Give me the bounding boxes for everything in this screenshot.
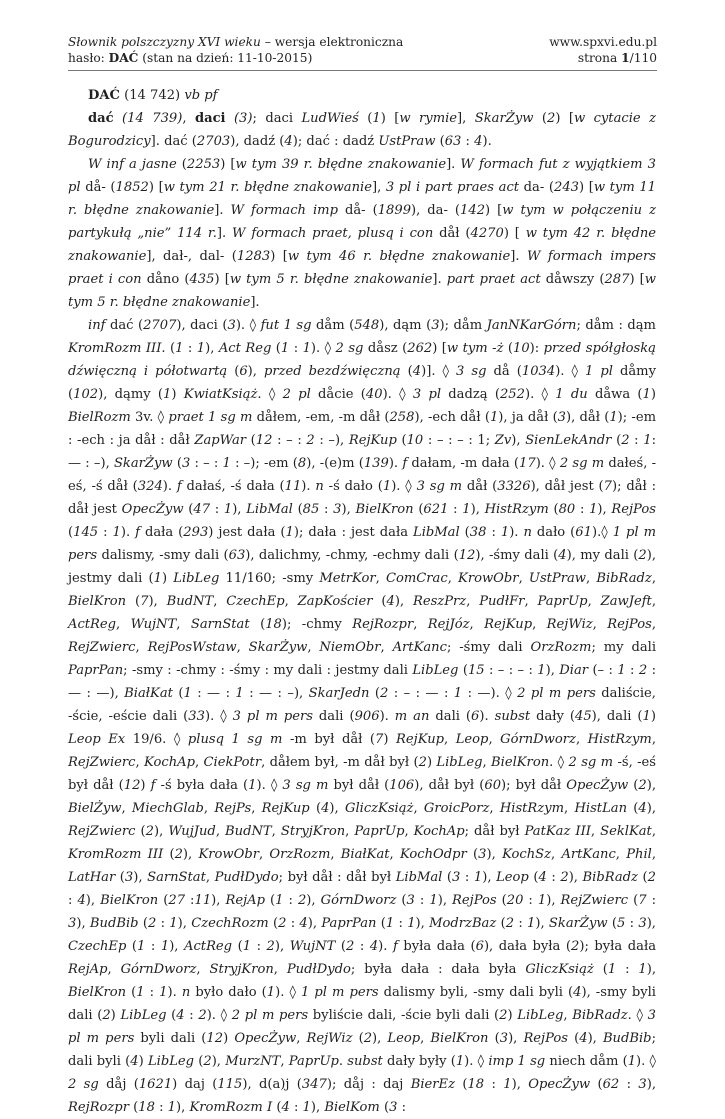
header-page-number: strona 1/110 — [577, 51, 657, 65]
page-header — [68, 34, 657, 66]
headword: DAĆ — [88, 88, 120, 103]
header-url[interactable]: www.spxvi.edu.pl — [549, 35, 657, 49]
entry-headline: DAĆ (14 742) vb pf — [88, 88, 218, 103]
entry-paragraph: dać (14 739), daci (3); daci LudWieś (1) [w rymie], SkarŻyw (2) [w cytacie z Bogurodzicy]. dać (2703), dadź (4); dać : dadź UstPraw (63 : 4). — [68, 111, 656, 149]
entry-paragraph: inf dać (2707), daci (3). ◊ fut 1 sg dåm (548), dąm (3); dåm JanNKarGórn; dåm : dąm KromRozm III. (1 : 1), Act Reg (1 : 1). ◊ 2 sg dåsz (262) [w tym -ż (10): przed spółgłoską dźwięczną i półotwartą (6), przed bezdźwięczną (4)]. ◊ 3 sg då (1034). ◊ 1 pl dåmy (102), dąmy (1) KwiatKsiąż. ◊ 2 pl dåcie (40). ◊ 3 pl dadzą (252). ◊ 1 du dåwa (1) BielRozm 3v. ◊ praet 1 sg m dåłem, -em, -m dåł (258), -ech dåł (1), ja dåł (3), dåł (1); -em : -ech : ja dåł : dåł ZapWar (12 : – : 2 : –), RejKup (10 : – : – : 1; Zv), SienLekAndr (2 : 1: — : –), SkarŻyw (3 : – : 1 : –); -em (8), -(e)m (139). f dałam, -m dała (17). ◊ 2 sg m dałeś, -eś, -ś dåł (324). f dałaś, -ś dała (11). n -ś dało (1). ◊ 3 sg m dåł (3326), dåł jest (7); dåł : dåł jest OpecŻyw (47 : 1), LibMal (85 : 3), BielKron (621 : 1), HistRzym (80 : 1), RejPos (145 : 1). f dała (293) jest dała (1); dała : jest dała LibMal (38 : 1). n dało (61).◊ 1 pl m pers dalismy, -smy dali (63), dalichmy, -chmy, -echmy dali (12), -śmy dali (4), my dali (2), jestmy dali (1) LibLeg 11/160; -smy MetrKor, ComCrac, KrowObr, UstPraw, BibRadz, BielKron (7), BudNT, CzechEp, ZapKościer (4), ReszPrz, PudłFr, PaprUp, ZawJeft, ActReg, WujNT, SarnStat (18); -chmy RejRozpr, RejJóz, RejKup, RejWiz, RejPos, RejZwierc, RejPosWstaw, SkarŻyw, NiemObr, ArtKanc; -śmy dali OrzRozm; my dali PaprPan; -smy : -chmy : -śmy : my dali : jestmy dali LibLeg (15 : – : – : 1), Diar (– : 1 : 2 : — : —), BiałKat (1 : — : 1 : — : –), SkarJedn (2 : – : — : 1 : —). ◊ 2 pl m pers daliście, -ście, -eście dali (33). ◊ 3 pl m pers dali (906). m an dali (6). subst dały (45), dali (1) Leop Ex 19/6. ◊ plusq 1 sg m -m był dåł (7) RejKup, Leop, GórnDworz, HistRzym, RejZwierc, KochAp, CiekPotr, dåłem był, -m dåł był (2) LibLeg, BielKron. ◊ 2 sg m -ś, -eś był dåł (12) f -ś była dała (1). ◊ 3 sg m był dåł (106), dåł był (60); był dåł OpecŻyw (2), BielŻyw, MiechGlab, RejPs, RejKup (4), GliczKsiąż, GroicPorz, HistRzym, HistLan (4), RejZwierc (2), WujJud, BudNT, StryjKron, PaprUp, KochAp; dåł był PatKaz III, SeklKat, KromRozm III (2), KrowObr, OrzRozm, BiałKat, KochOdpr (3), KochSz, ArtKanc, Phil, LatHar (3), SarnStat, PudłDydo; był dåł : dåł był LibMal (3 : 1), Leop (4 : 2), BibRadz (2 : 4), BielKron (27 :11), RejAp (1 : 2), GórnDworz (3 : 1), RejPos (20 : 1), RejZwierc (7 : 3), BudBib (2 : 1), CzechRozm (2 : 4), PaprPan (1 : 1), ModrzBaz (2 : 1), SkarŻyw (5 : 3), CzechEp (1 : 1), ActReg (1 : 2), WujNT (2 : 4). f była dała (6), dała była (2); była dała RejAp, GórnDworz, StryjKron, PudłDydo; była dała : dała była GliczKsiąż (1 : 1), BielKron (1 : 1). n było dało (1). ◊ 1 pl m pers dalismy byli, -smy dali byli (4), -smy byli dali (2) LibLeg (4 : 2). ◊ 2 pl m pers byliście dali, -ście byli dali (2) LibLeg, BibRadz. ◊ 3 pl m pers byli dali (12) OpecŻyw, RejWiz (2), Leop, BielKron (3), RejPos (4), BudBib; dali byli (4) LibLeg (2), MurzNT, PaprUp. subst dały były (1). ◊ imp 1 sg niech dåm (1). ◊ 2 sg dåj (1621) daj (115), d(a)j (347); dåj : daj BierEz (18 : 1), OpecŻyw (62 : 3), RejRozpr (18 : 1), KromRozm I (4 : 1), BielKom (3 : — [68, 318, 657, 1115]
entry-paragraph: W inf a jasne (2253) [w tym 39 r. błędne znakowanie]. W formach fut z wyjątkiem 3 pl då- (1852) [w tym 21 r. błędne znakowanie], 3 pl i part praes act da- (243) [w tym 11 r. błędne znakowanie]. W formach imp då- (1899), da- (142) [w tym w połączeniu z partykułą „nie” 114 r.]. W formach praet, plusq i con dåł (4270) [ w tym 42 r. błędne znakowanie], dał-, dal- (1283) [w tym 46 r. błędne znakowanie]. W formach impers praet i con dåno (435) [w tym 5 r. błędne znakowanie]. part praet act dåwszy (287) [w tym 5 r. błędne znakowanie]. — [68, 157, 657, 310]
header-title: Słownik polszczyzny XVI wieku – wersja elektroniczna — [68, 35, 404, 49]
entry-body — [68, 84, 656, 1119]
header-entry: hasło: DAĆ (stan na dzień: 11-10-2015) — [68, 51, 313, 65]
header-divider — [68, 70, 657, 71]
